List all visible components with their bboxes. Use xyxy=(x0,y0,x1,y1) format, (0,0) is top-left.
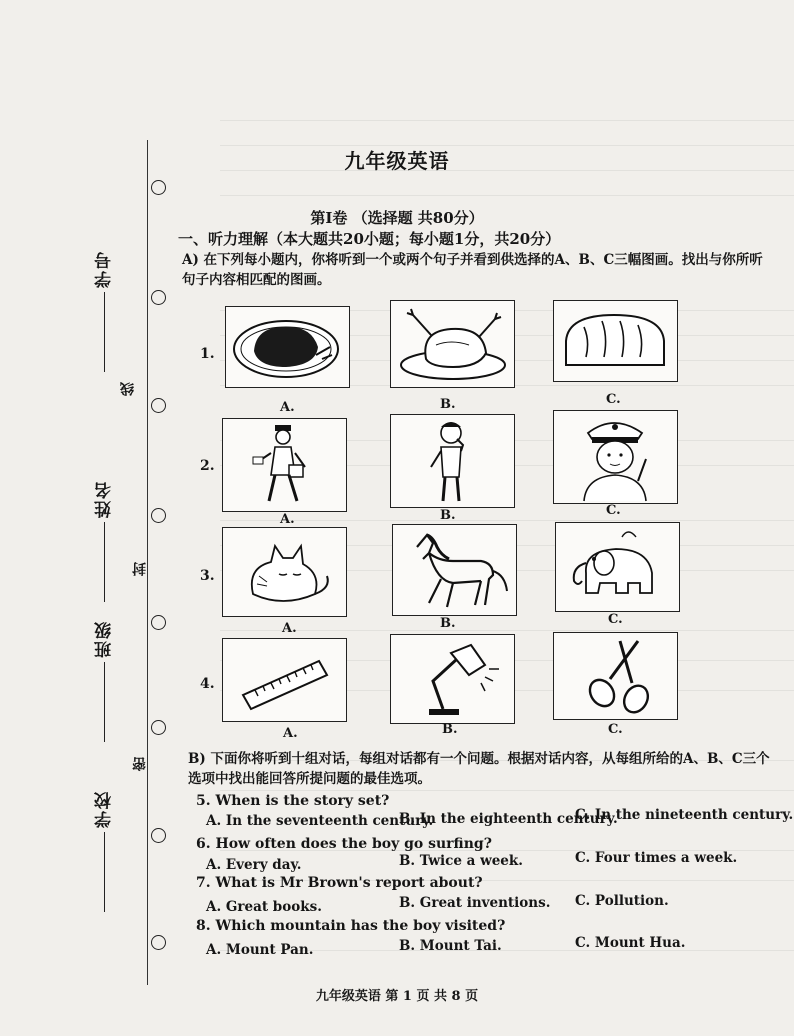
question-2-option-c-image[interactable] xyxy=(553,410,678,504)
option-label: A. xyxy=(280,512,295,527)
question-5-option-a[interactable]: A. In the seventeenth century. xyxy=(206,813,434,829)
page-title: 九年级英语 xyxy=(344,149,450,173)
page-footer: 九年级英语 第 1 页 共 8 页 xyxy=(315,989,479,1004)
school-label: 学校 xyxy=(95,790,115,828)
binding-hole xyxy=(151,828,166,843)
question-5-option-c[interactable]: C. In the nineteenth century. xyxy=(575,807,794,823)
question-6-option-b[interactable]: B. Twice a week. xyxy=(399,853,523,869)
horse-icon xyxy=(393,525,516,615)
thinking-man-icon xyxy=(391,415,514,507)
bread-loaf-icon xyxy=(554,301,677,381)
binding-hole xyxy=(151,508,166,523)
desk-lamp-icon xyxy=(391,635,514,723)
question-3-option-c-image[interactable] xyxy=(555,522,680,612)
school-field xyxy=(92,790,117,916)
question-number: 1. xyxy=(200,346,215,362)
scissors-icon xyxy=(554,633,677,719)
question-6-text: 6. How often does the boy go surfing? xyxy=(196,836,492,852)
question-1-option-b-image[interactable] xyxy=(390,300,515,388)
binding-hole xyxy=(151,398,166,413)
option-label: C. xyxy=(608,722,623,737)
question-7-option-a[interactable]: A. Great books. xyxy=(206,899,322,915)
question-6-option-a[interactable]: A. Every day. xyxy=(206,857,302,873)
binding-hole xyxy=(151,615,166,630)
question-7-option-b[interactable]: B. Great inventions. xyxy=(399,895,551,911)
binding-hole xyxy=(151,720,166,735)
roast-chicken-icon xyxy=(391,301,514,387)
question-2-option-a-image[interactable] xyxy=(222,418,347,512)
seal-marker: 封 xyxy=(132,562,148,576)
partA-instruction: A) 在下列每小题内，你将听到一个或两个句子并看到供选择的A、B、C三幅图画。找出与你所听句子内容相匹配的图画。 xyxy=(182,252,763,288)
part1-heading: 一、听力理解（本大题共20小题；每小题1分，共20分） xyxy=(178,230,561,248)
question-2-option-b-image[interactable] xyxy=(390,414,515,508)
question-4-option-c-image[interactable] xyxy=(553,632,678,720)
option-label: A. xyxy=(282,621,297,636)
question-8-option-a[interactable]: A. Mount Pan. xyxy=(206,942,314,958)
roast-meat-plate-icon xyxy=(226,307,349,387)
option-label: B. xyxy=(440,616,456,631)
question-1-option-a-image[interactable] xyxy=(225,306,350,388)
line-marker: 线 xyxy=(120,382,136,396)
secret-marker: 密 xyxy=(132,757,148,771)
student-id-field xyxy=(92,250,117,376)
question-number: 2. xyxy=(200,458,215,474)
police-officer-icon xyxy=(554,411,677,503)
class-label: 班级 xyxy=(95,620,115,658)
binding-hole xyxy=(151,290,166,305)
postman-icon xyxy=(223,419,346,511)
option-label: A. xyxy=(283,726,298,741)
question-6-option-c[interactable]: C. Four times a week. xyxy=(575,850,738,866)
binding-hole xyxy=(151,180,166,195)
question-5-text: 5. When is the story set? xyxy=(196,793,390,809)
student-id-label: 学号 xyxy=(95,250,115,288)
sleeping-cat-icon xyxy=(223,528,346,616)
class-field xyxy=(92,620,117,746)
option-label: B. xyxy=(442,722,458,737)
question-4-option-a-image[interactable] xyxy=(222,638,347,722)
question-5-option-b[interactable]: B. In the eighteenth century. xyxy=(399,811,618,827)
question-4-option-b-image[interactable] xyxy=(390,634,515,724)
option-label: A. xyxy=(280,400,295,415)
section-heading: 第I卷 （选择题 共80分） xyxy=(310,209,484,227)
elephant-icon xyxy=(556,523,679,611)
partB-instruction: B) 下面你将听到十组对话，每组对话都有一个问题。根据对话内容，从每组所给的A、B、C三个选项中找出能回答所提问题的最佳选项。 xyxy=(188,751,770,787)
binding-hole xyxy=(151,935,166,950)
question-7-option-c[interactable]: C. Pollution. xyxy=(575,893,669,909)
question-number: 4. xyxy=(200,676,215,692)
name-field xyxy=(92,480,117,606)
option-label: B. xyxy=(440,508,456,523)
option-label: C. xyxy=(608,612,623,627)
option-label: C. xyxy=(606,392,621,407)
option-label: B. xyxy=(440,397,456,412)
option-label: C. xyxy=(606,503,621,518)
ruler-icon xyxy=(223,639,346,721)
question-number: 3. xyxy=(200,568,215,584)
question-7-text: 7. What is Mr Brown's report about? xyxy=(196,875,483,891)
question-3-option-a-image[interactable] xyxy=(222,527,347,617)
question-8-option-b[interactable]: B. Mount Tai. xyxy=(399,938,502,954)
name-label: 姓名 xyxy=(95,480,115,518)
question-8-option-c[interactable]: C. Mount Hua. xyxy=(575,935,686,951)
question-8-text: 8. Which mountain has the boy visited? xyxy=(196,918,506,934)
question-3-option-b-image[interactable] xyxy=(392,524,517,616)
question-1-option-c-image[interactable] xyxy=(553,300,678,382)
